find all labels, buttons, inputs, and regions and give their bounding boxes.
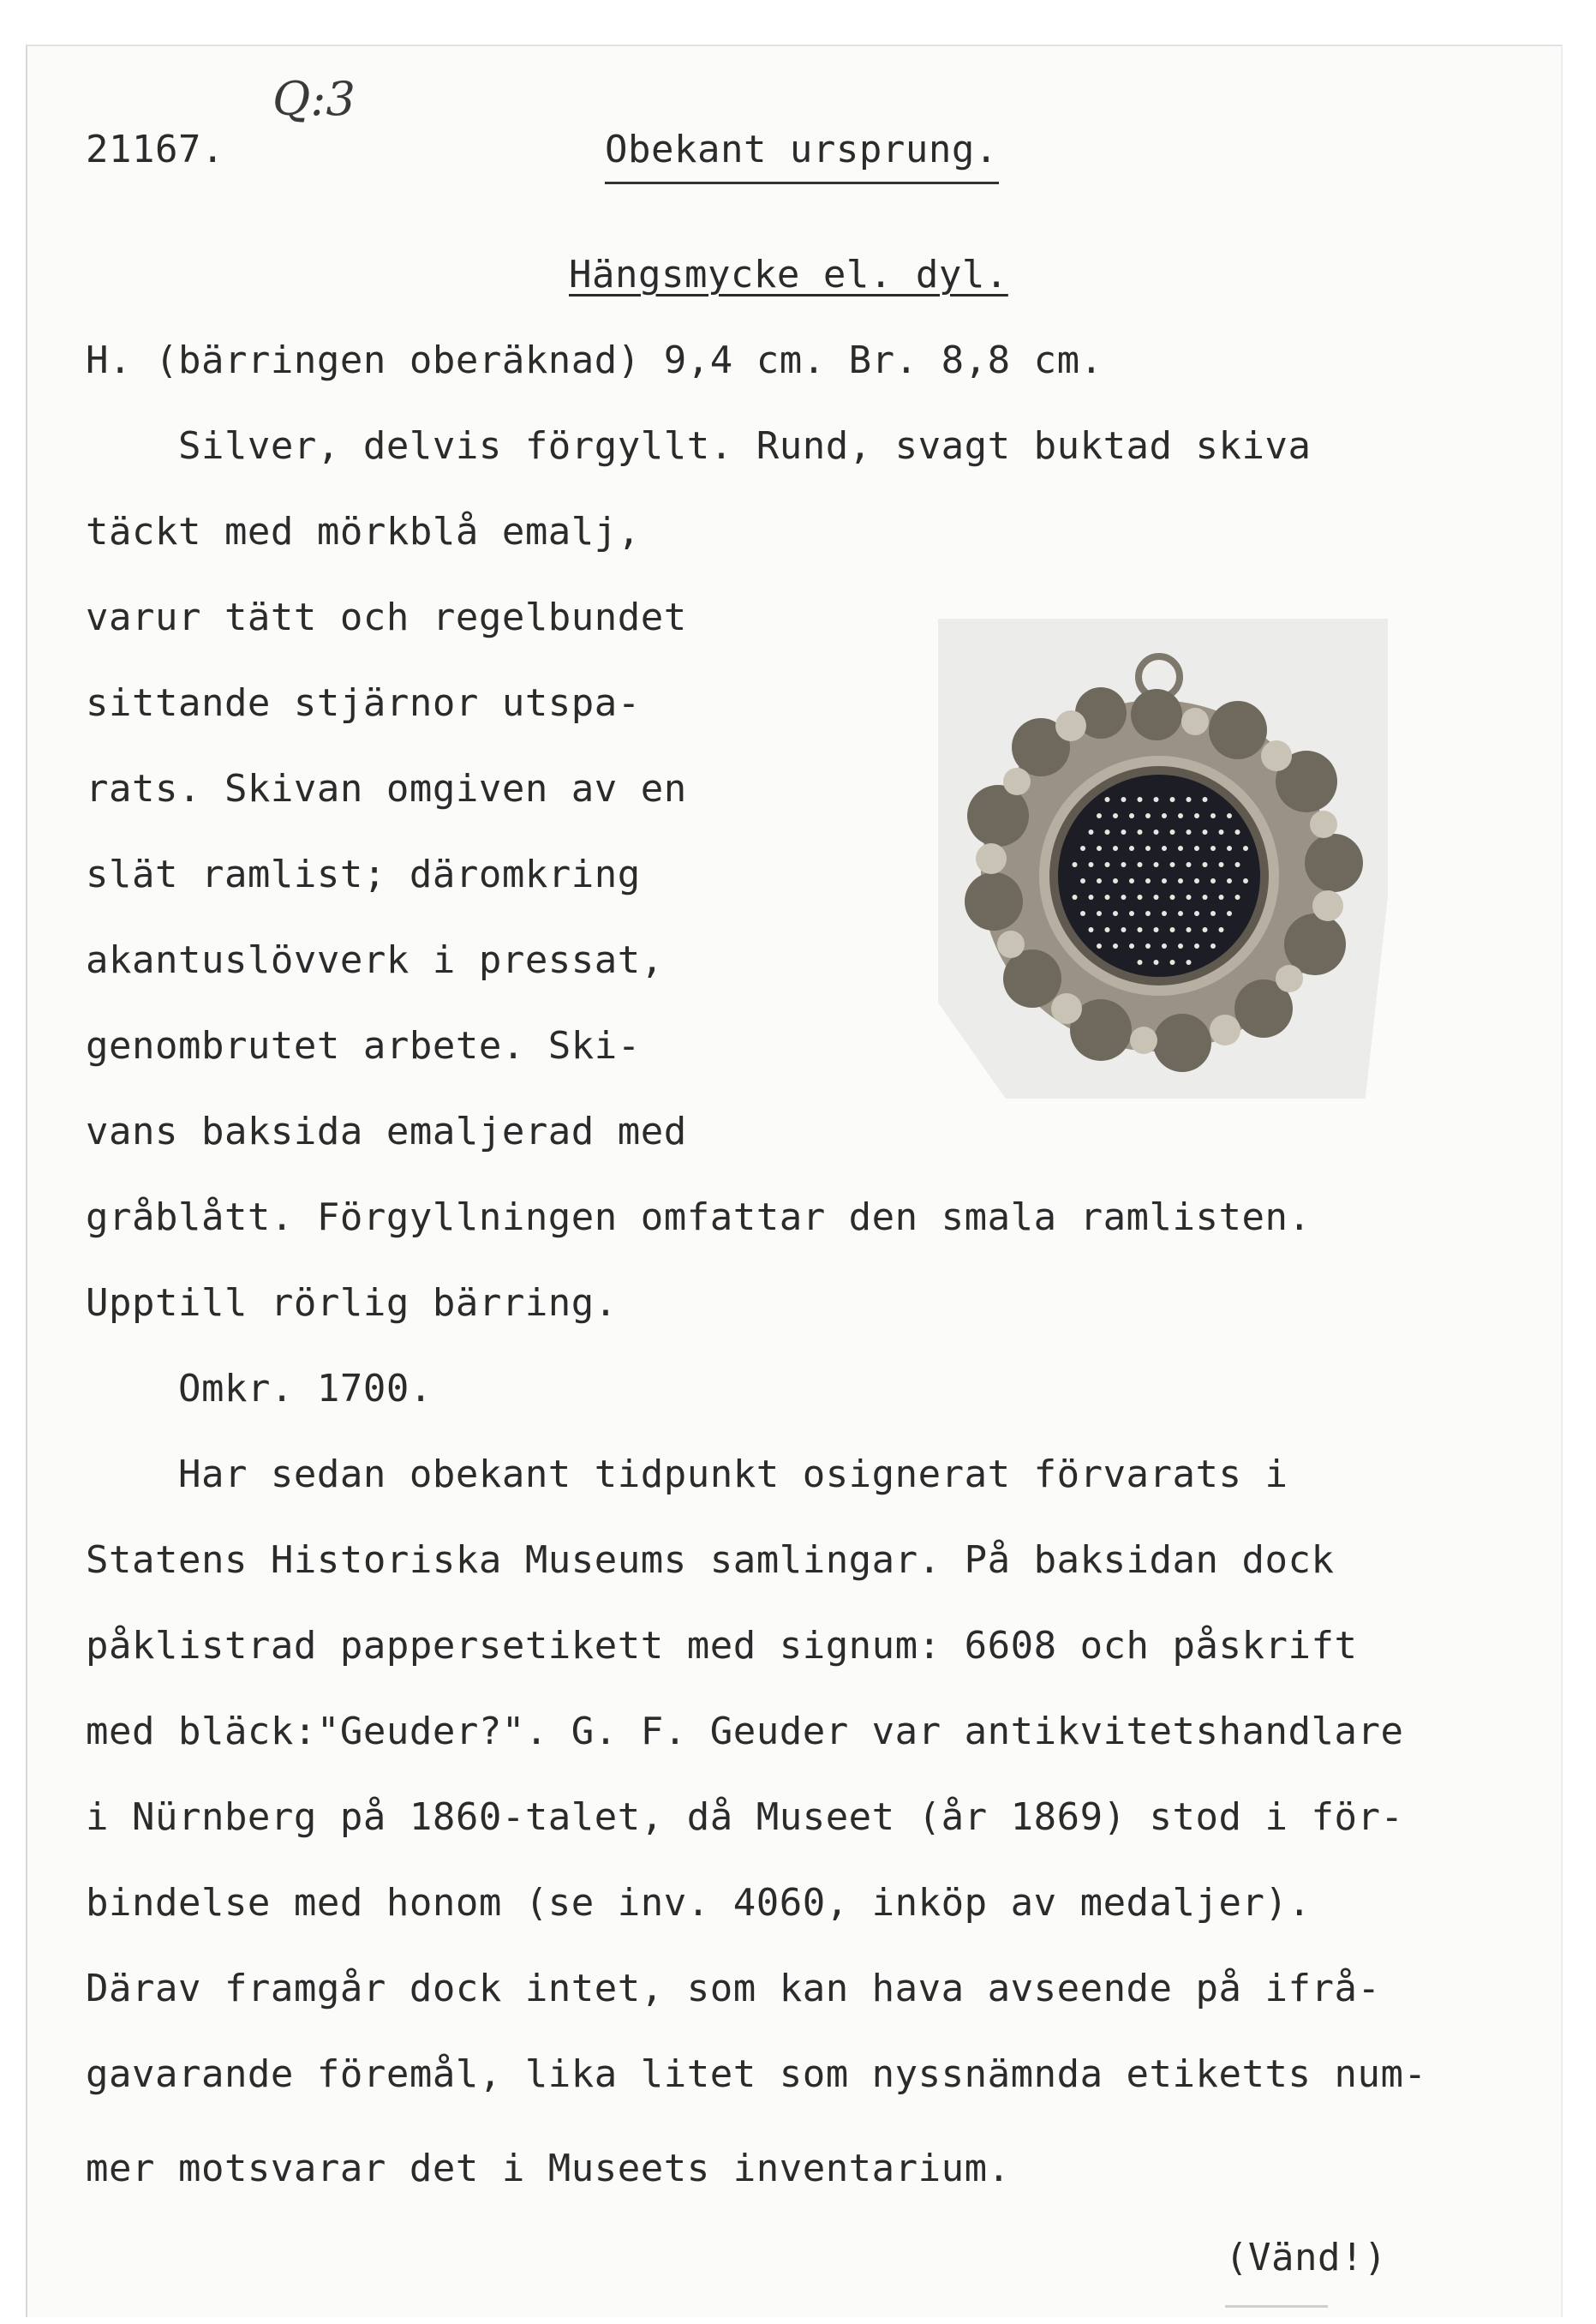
star-dot <box>1097 943 1102 949</box>
text-line: i Nürnberg på 1860-talet, då Museet (år 1869) stod i för- <box>86 1795 1404 1839</box>
catalog-number: 21167. <box>86 128 224 171</box>
star-dot <box>1178 943 1183 949</box>
text-line: med bläck:"Geuder?". G. F. Geuder var antikvitetshandlare <box>86 1710 1404 1753</box>
star-dot <box>1235 862 1240 867</box>
star-dot <box>1194 911 1199 916</box>
text-line: mer motsvarar det i Museets inventarium. <box>86 2147 1011 2190</box>
star-dot <box>1210 911 1216 916</box>
star-dot <box>1073 895 1078 900</box>
star-dot <box>1073 862 1078 867</box>
star-dot <box>1138 862 1143 867</box>
star-dot <box>1145 813 1151 818</box>
star-dot <box>1097 813 1102 818</box>
star-dot <box>1129 878 1134 883</box>
star-dot <box>1113 846 1118 851</box>
star-dot <box>1219 927 1224 932</box>
text-line: Omkr. 1700. <box>86 1367 433 1411</box>
star-dot <box>1145 943 1151 949</box>
star-dot <box>1145 878 1151 883</box>
star-dot <box>1154 960 1159 965</box>
star-dot <box>1187 927 1192 932</box>
star-dot <box>1187 960 1192 965</box>
pendant-icon <box>965 656 1363 1072</box>
star-dot <box>1138 927 1143 932</box>
star-dot <box>1121 895 1127 900</box>
star-dot <box>1105 797 1110 802</box>
star-dot <box>1178 911 1183 916</box>
text-line: varur tätt och regelbundet <box>86 596 687 639</box>
star-dot <box>1121 797 1127 802</box>
star-dot <box>1105 862 1110 867</box>
text-line: vans baksida emaljerad med <box>86 1110 687 1153</box>
star-dot <box>1194 813 1199 818</box>
star-dot <box>1121 862 1127 867</box>
text-line: bindelse med honom (se inv. 4060, inköp av medaljer). <box>86 1881 1312 1925</box>
star-dot <box>1105 830 1110 835</box>
text-line: akantuslövverk i pressat, <box>86 938 664 982</box>
star-dot <box>1187 895 1192 900</box>
star-dot <box>1138 960 1143 965</box>
star-dot <box>1203 862 1208 867</box>
star-dot <box>1097 878 1102 883</box>
text-line: gråblått. Förgyllningen omfattar den smala ramlisten. <box>86 1195 1312 1239</box>
star-dot <box>1243 878 1248 883</box>
text-line: gavarande föremål, lika litet som nyssnämnda etiketts num- <box>86 2052 1427 2096</box>
star-dot <box>1219 830 1224 835</box>
star-dot <box>1219 895 1224 900</box>
object-title: Hängsmycke el. dyl. <box>569 253 1008 296</box>
star-dot <box>1203 895 1208 900</box>
star-dot <box>1080 911 1085 916</box>
star-dot <box>1154 830 1159 835</box>
header-title: Obekant ursprung. <box>605 128 998 171</box>
star-dot <box>1235 895 1240 900</box>
star-dot <box>1080 846 1085 851</box>
star-dot <box>1170 862 1175 867</box>
star-dot <box>1178 846 1183 851</box>
star-dot <box>1187 830 1192 835</box>
star-dot <box>1138 797 1143 802</box>
text-line: Silver, delvis förgyllt. Rund, svagt buktad skiva <box>86 424 1312 468</box>
star-dot <box>1113 911 1118 916</box>
star-dot <box>1113 878 1118 883</box>
handwritten-annotation: Q:3 <box>272 72 356 126</box>
text-line: påklistrad pappersetikett med signum: 6608 och påskrift <box>86 1624 1358 1668</box>
star-dot <box>1178 878 1183 883</box>
star-dot <box>1113 943 1118 949</box>
star-dot <box>1219 862 1224 867</box>
star-dot <box>1154 797 1159 802</box>
footer-note: (Vänd!) <box>1225 2236 1387 2279</box>
star-dot <box>1178 813 1183 818</box>
star-dot <box>1162 911 1167 916</box>
text-line: genombrutet arbete. Ski- <box>86 1024 641 1068</box>
star-dot <box>1227 846 1232 851</box>
star-dot <box>1105 927 1110 932</box>
star-dot <box>1089 862 1094 867</box>
star-dot <box>1227 911 1232 916</box>
star-dot <box>1154 927 1159 932</box>
star-dot <box>1138 830 1143 835</box>
star-dot <box>1145 846 1151 851</box>
edge-mark <box>1225 2305 1328 2308</box>
star-dot <box>1203 830 1208 835</box>
star-dot <box>1210 813 1216 818</box>
star-dot <box>1129 813 1134 818</box>
star-dot <box>1097 846 1102 851</box>
text-line: rats. Skivan omgiven av en <box>86 767 687 811</box>
star-dot <box>1129 846 1134 851</box>
star-dot <box>1227 878 1232 883</box>
star-dot <box>1089 927 1094 932</box>
star-dot <box>1162 813 1167 818</box>
star-dot <box>1243 846 1248 851</box>
star-dot <box>1203 797 1208 802</box>
star-dot <box>1089 895 1094 900</box>
star-dot <box>1162 943 1167 949</box>
star-dot <box>1129 943 1134 949</box>
star-dot <box>1162 846 1167 851</box>
pendant-photo <box>938 619 1388 1099</box>
star-dot <box>1170 895 1175 900</box>
text-line: Därav framgår dock intet, som kan hava avseende på ifrå- <box>86 1967 1381 2010</box>
star-dot <box>1170 927 1175 932</box>
text-line: täckt med mörkblå emalj, <box>86 510 641 554</box>
star-dot <box>1203 927 1208 932</box>
star-dot <box>1187 862 1192 867</box>
star-dot <box>1210 846 1216 851</box>
star-dot <box>1187 797 1192 802</box>
star-dot <box>1194 943 1199 949</box>
star-dot <box>1170 830 1175 835</box>
star-dot <box>1129 911 1134 916</box>
star-dot <box>1170 797 1175 802</box>
star-dot <box>1089 830 1094 835</box>
text-line: Upptill rörlig bärring. <box>86 1281 618 1325</box>
star-dot <box>1162 878 1167 883</box>
text-line: Har sedan obekant tidpunkt osignerat förvarats i <box>86 1452 1288 1496</box>
star-dot <box>1121 927 1127 932</box>
star-dot <box>1080 878 1085 883</box>
star-dot <box>1227 813 1232 818</box>
star-dot <box>1235 830 1240 835</box>
star-dot <box>1194 878 1199 883</box>
star-dot <box>1154 895 1159 900</box>
star-dot <box>1121 830 1127 835</box>
star-dot <box>1138 895 1143 900</box>
star-dot <box>1113 813 1118 818</box>
star-dot <box>1154 862 1159 867</box>
star-dot <box>1097 911 1102 916</box>
star-dot <box>1105 895 1110 900</box>
text-line: H. (bärringen oberäknad) 9,4 cm. Br. 8,8 cm. <box>86 338 1103 382</box>
header-rule <box>605 182 999 184</box>
star-dot <box>1194 846 1199 851</box>
star-dot <box>1170 960 1175 965</box>
text-line: slät ramlist; däromkring <box>86 853 641 896</box>
star-dot <box>1210 878 1216 883</box>
star-dot <box>1210 943 1216 949</box>
text-line: Statens Historiska Museums samlingar. På baksidan dock <box>86 1538 1335 1582</box>
star-dot <box>1145 911 1151 916</box>
text-line: sittande stjärnor utspa- <box>86 681 641 725</box>
